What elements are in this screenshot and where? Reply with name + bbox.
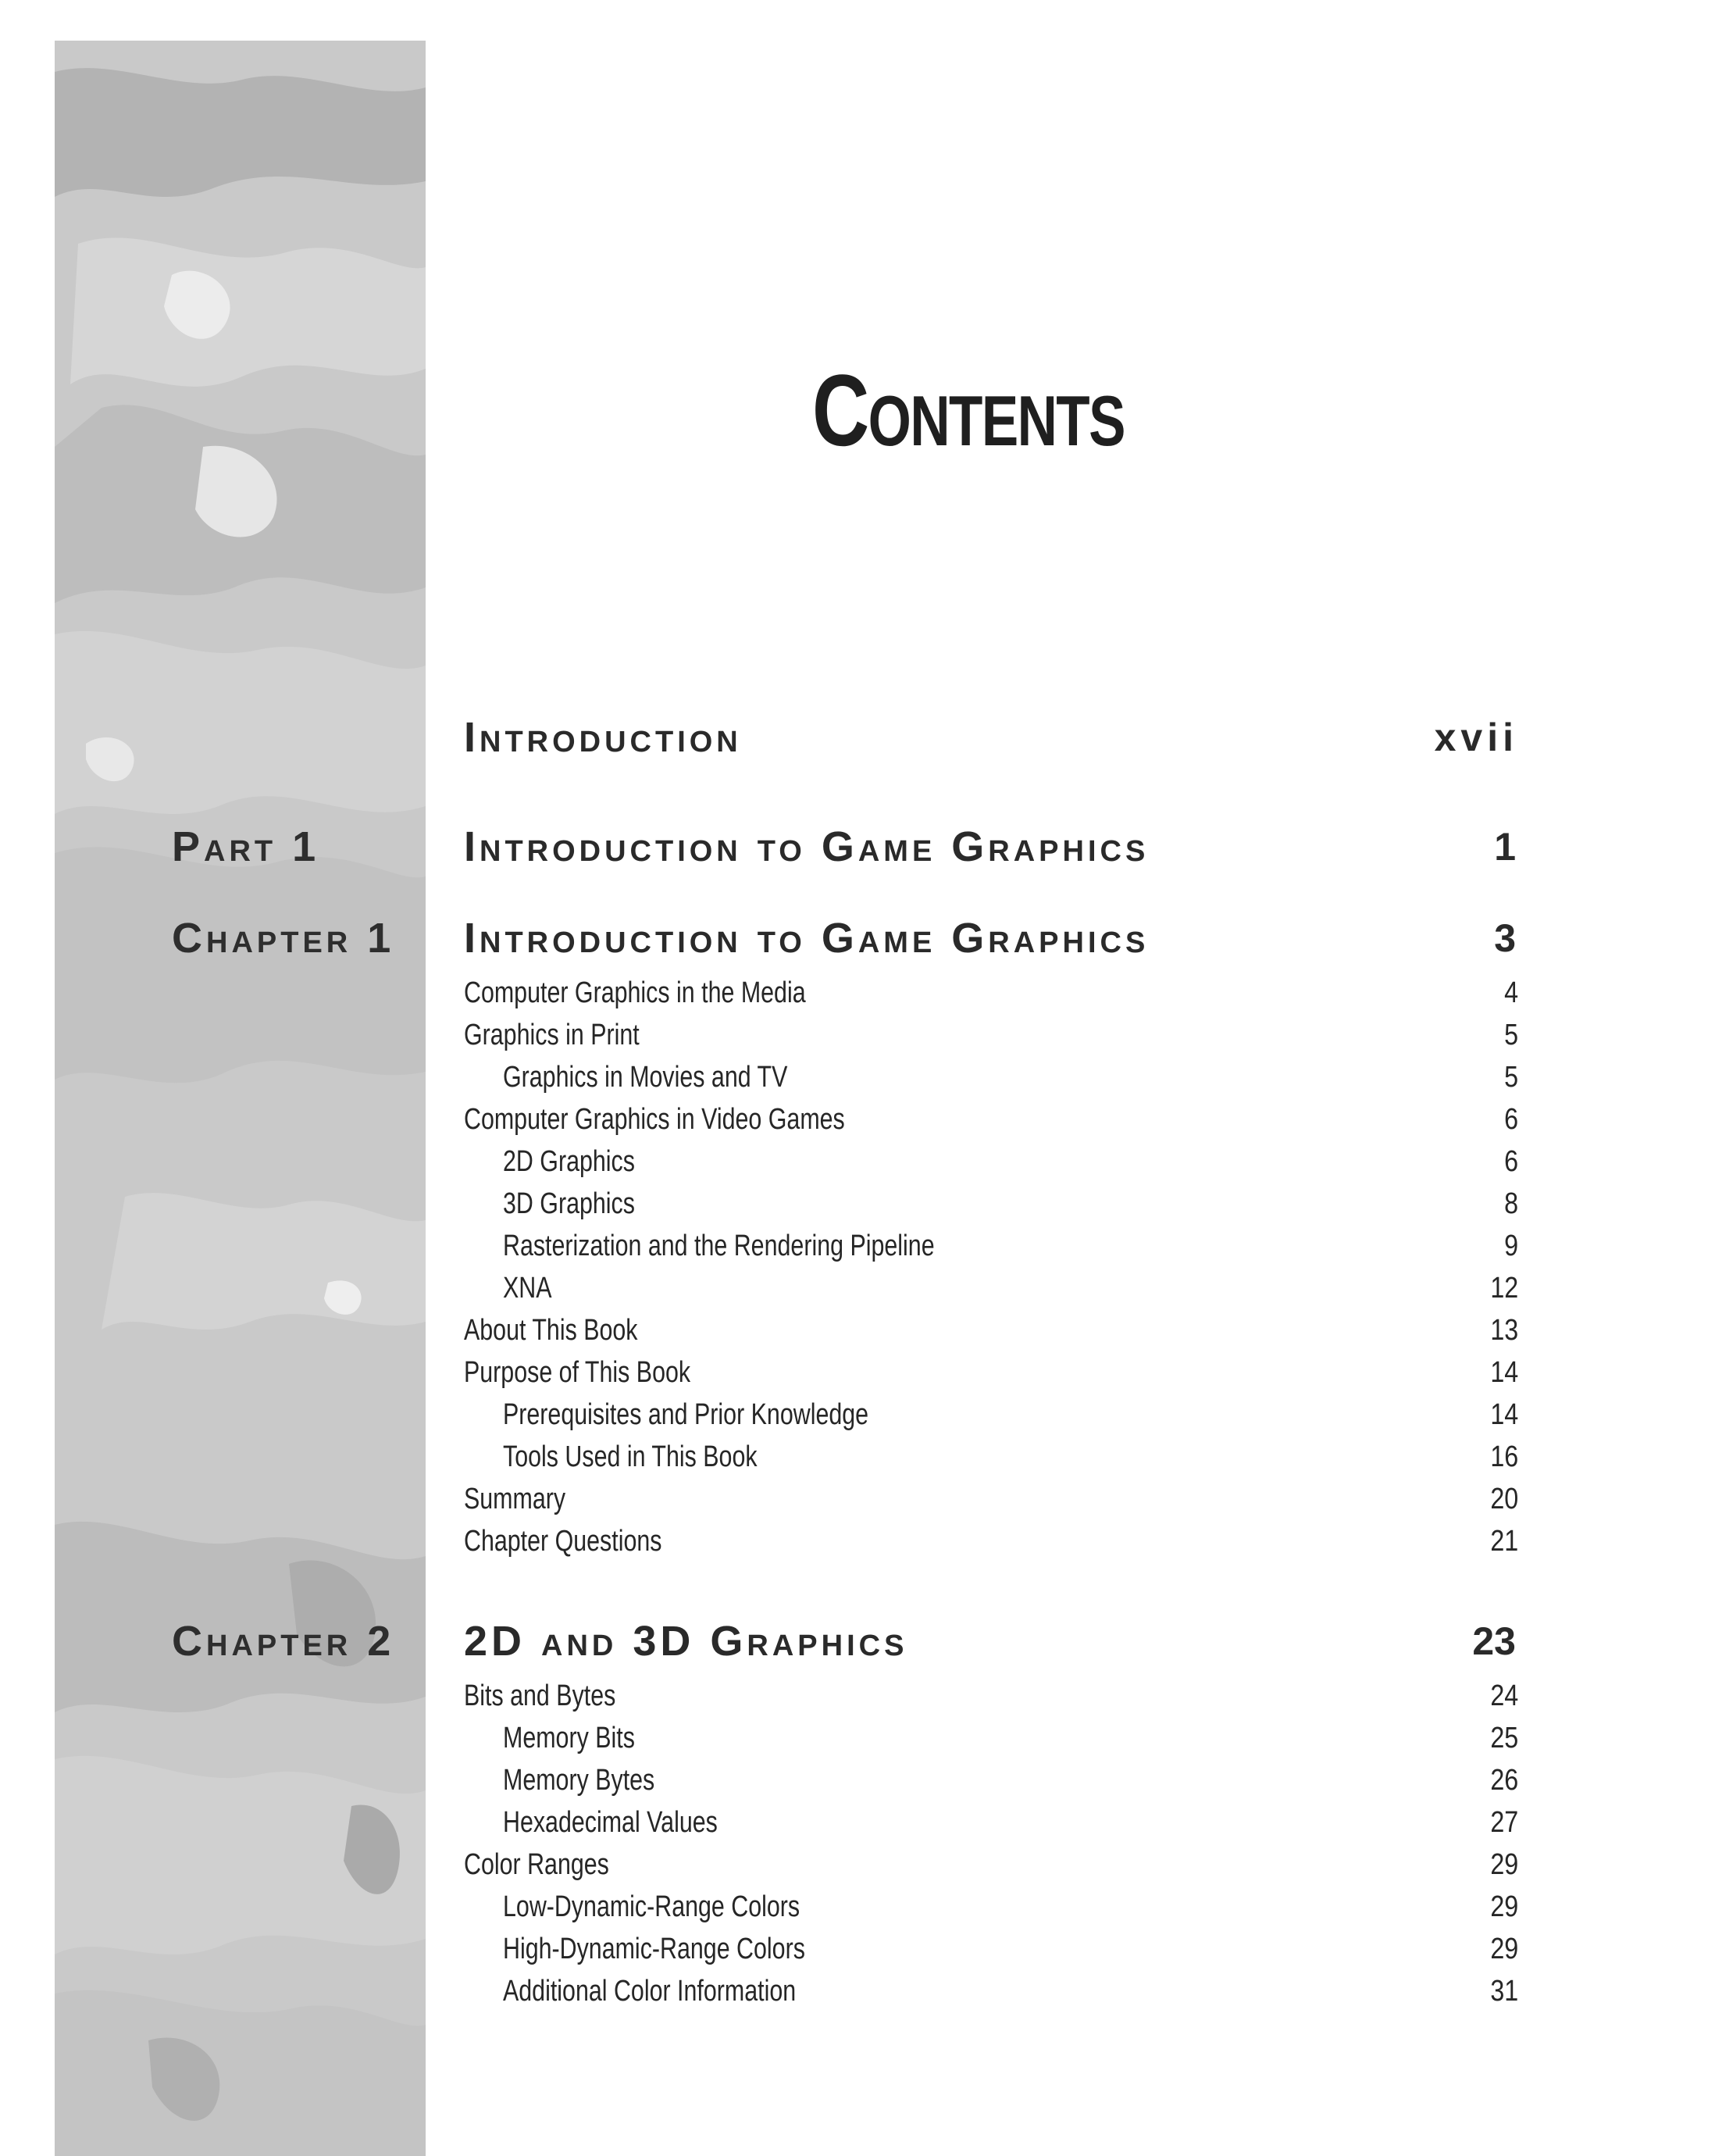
chapter-1-title: Introduction to Game Graphics (464, 915, 1150, 962)
toc-entry-page: 5 (1504, 1019, 1518, 1051)
toc-entry (464, 1480, 1518, 1519)
toc-entry-page: 4 (1504, 976, 1518, 1009)
introduction-page-number: xvii (1434, 716, 1518, 759)
toc-entry-title: Chapter Questions (464, 1525, 662, 1558)
map-texture-graphic (55, 41, 426, 2156)
toc-entry (464, 973, 1518, 1012)
toc-entry (464, 1522, 1518, 1561)
part-label: Part 1 (172, 823, 320, 870)
toc-entry-title: Memory Bits (503, 1722, 635, 1754)
toc-entry (464, 1972, 1518, 2011)
toc-entry-page: 20 (1490, 1483, 1518, 1515)
toc-entry-page: 29 (1490, 1933, 1518, 1965)
toc-entry-title: Memory Bytes (503, 1764, 655, 1797)
toc-entry-title: Low-Dynamic-Range Colors (503, 1890, 800, 1923)
toc-entry (464, 1184, 1518, 1223)
toc-entry (464, 1845, 1518, 1884)
toc-entry-title: Graphics in Print (464, 1019, 640, 1051)
introduction-heading: Introduction (464, 714, 742, 761)
toc-entry-page: 31 (1490, 1975, 1518, 2008)
chapter-1-label: Chapter 1 (172, 915, 395, 962)
toc-entry (464, 1761, 1518, 1800)
toc-entry-title: High-Dynamic-Range Colors (503, 1933, 805, 1965)
toc-entry-page: 29 (1490, 1890, 1518, 1923)
toc-entry (464, 1058, 1518, 1097)
toc-entry (464, 1437, 1518, 1476)
toc-entry-page: 14 (1490, 1356, 1518, 1389)
toc-entry (464, 1311, 1518, 1350)
chapter-2-title: 2D and 3D Graphics (464, 1618, 908, 1665)
toc-entry-title: About This Book (464, 1314, 638, 1347)
toc-entry-page: 25 (1490, 1722, 1518, 1754)
toc-entry-page: 6 (1504, 1145, 1518, 1178)
toc-entry (464, 1016, 1518, 1055)
toc-entry-title: Additional Color Information (503, 1975, 797, 2008)
toc-entry (464, 1803, 1518, 1842)
toc-entry-page: 16 (1490, 1440, 1518, 1473)
toc-entry (464, 1719, 1518, 1758)
chapter-2-label: Chapter 2 (172, 1618, 395, 1665)
chapter-2-page-number: 23 (1472, 1619, 1516, 1663)
toc-entry-page: 27 (1490, 1806, 1518, 1839)
toc-entry (464, 1353, 1518, 1392)
toc-entry-page: 21 (1490, 1525, 1518, 1558)
toc-entry-page: 6 (1504, 1103, 1518, 1136)
toc-entry-title: Prerequisites and Prior Knowledge (503, 1398, 869, 1431)
toc-entry-title: Computer Graphics in Video Games (464, 1103, 845, 1136)
toc-entry-page: 24 (1490, 1679, 1518, 1712)
toc-entry (464, 1395, 1518, 1434)
toc-entry-page: 9 (1504, 1230, 1518, 1262)
decorative-side-band (55, 41, 426, 2156)
part-title: Introduction to Game Graphics (464, 823, 1150, 870)
toc-entry-title: Computer Graphics in the Media (464, 976, 806, 1009)
toc-entry-title: 3D Graphics (503, 1187, 635, 1220)
toc-entry (464, 1269, 1518, 1308)
toc-entry (464, 1676, 1518, 1715)
toc-entry-page: 29 (1490, 1848, 1518, 1881)
toc-entry-page: 14 (1490, 1398, 1518, 1431)
toc-entry-title: Tools Used in This Book (503, 1440, 758, 1473)
toc-entry-title: Bits and Bytes (464, 1679, 616, 1712)
toc-entry-page: 5 (1504, 1061, 1518, 1094)
toc-entry-title: Color Ranges (464, 1848, 609, 1881)
toc-entry-title: XNA (503, 1272, 552, 1305)
toc-entry-title: Hexadecimal Values (503, 1806, 718, 1839)
toc-entry-page: 26 (1490, 1764, 1518, 1797)
toc-entry-title: Rasterization and the Rendering Pipeline (503, 1230, 935, 1262)
toc-entry-title: 2D Graphics (503, 1145, 635, 1178)
toc-entry-page: 13 (1490, 1314, 1518, 1347)
toc-entry (464, 1142, 1518, 1181)
toc-entry-title: Purpose of This Book (464, 1356, 691, 1389)
toc-entry (464, 1929, 1518, 1969)
toc-entry (464, 1100, 1518, 1139)
toc-entry (464, 1226, 1518, 1265)
chapter-1-page-number: 3 (1494, 916, 1516, 960)
part-page-number: 1 (1494, 825, 1516, 869)
toc-entry-page: 12 (1490, 1272, 1518, 1305)
toc-entry-title: Summary (464, 1483, 566, 1515)
toc-entry-page: 8 (1504, 1187, 1518, 1220)
page-title: Contents (812, 353, 1125, 467)
toc-entry-title: Graphics in Movies and TV (503, 1061, 788, 1094)
toc-entry (464, 1887, 1518, 1926)
